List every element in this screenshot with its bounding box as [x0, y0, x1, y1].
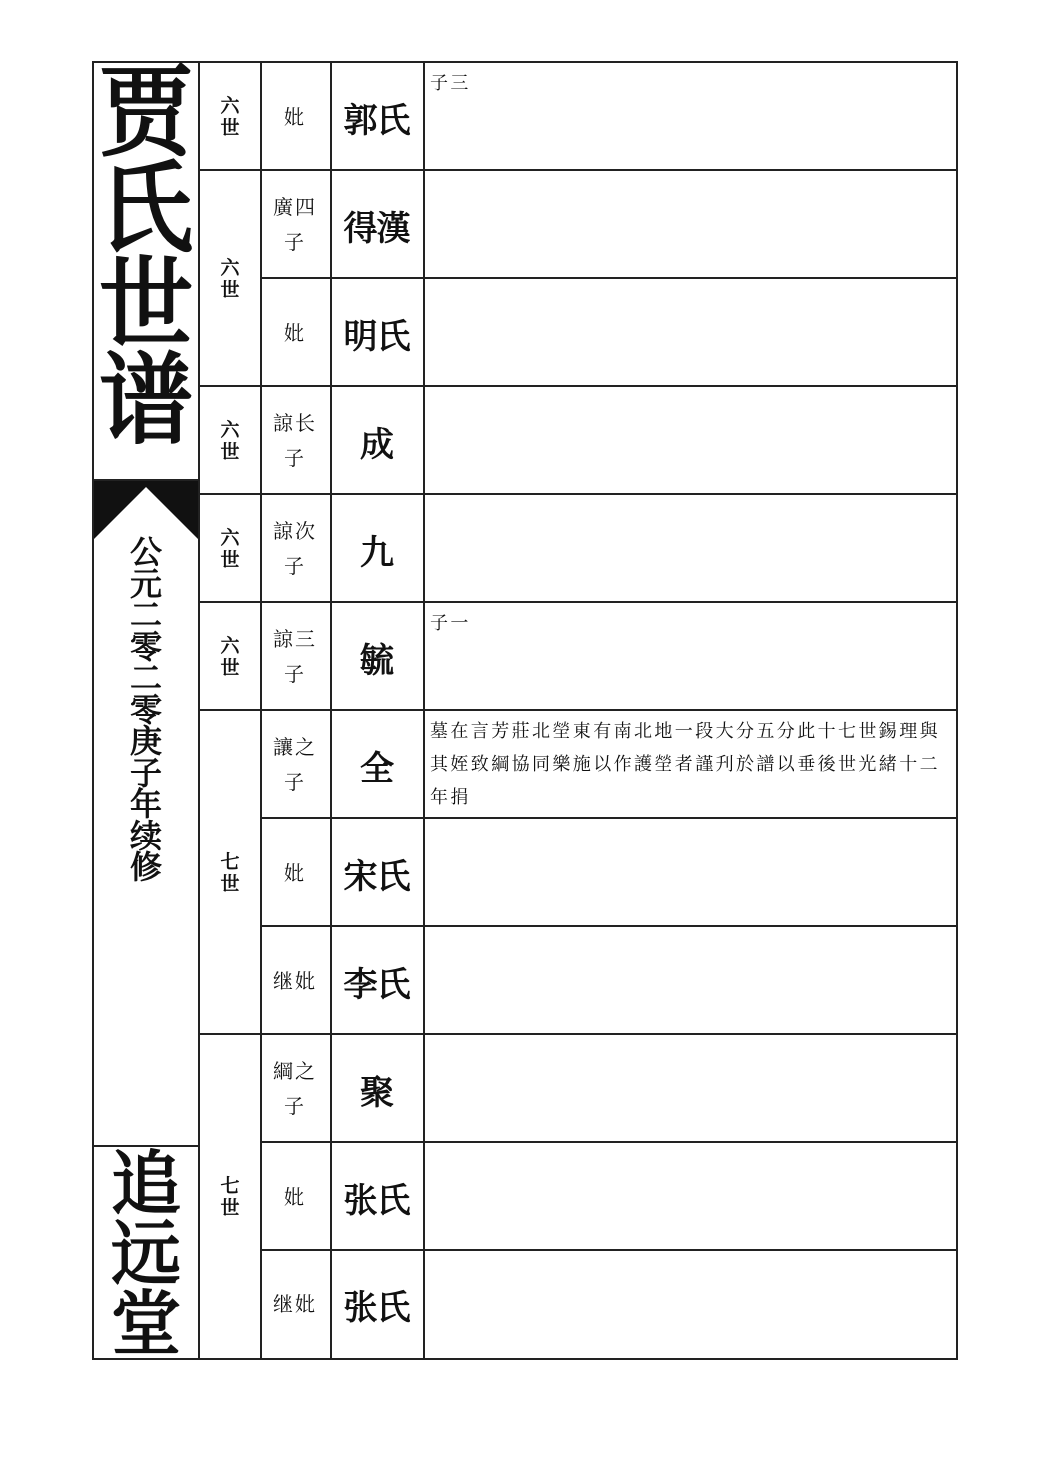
person-name-cell: 全: [360, 748, 393, 789]
relation-cell: 諒长子: [273, 411, 317, 470]
relation-cell: 妣: [284, 860, 306, 885]
person-name-cell: 张氏: [343, 1180, 410, 1221]
note-cell: [425, 279, 953, 387]
hall-name: [94, 1142, 198, 1365]
relation-cell: 妣: [284, 320, 306, 345]
relation-cell: 諒三子: [273, 627, 317, 686]
note-cell: 子一: [430, 613, 471, 634]
edition-char: 元: [129, 564, 162, 603]
book-title-char: 谱: [98, 343, 193, 459]
generation-cell: 七世: [220, 1174, 240, 1219]
note-cell: 子三: [430, 73, 471, 94]
book-title-char: 世: [98, 247, 193, 363]
note-cell: [425, 495, 953, 603]
note-cell: [425, 927, 953, 1035]
edition-char: 年: [129, 785, 162, 823]
hall-name-char: 追: [111, 1142, 181, 1225]
person-name-cell: 成: [360, 424, 393, 465]
relation-cell: 讓之子: [273, 735, 317, 794]
book-title-char: 贾: [98, 55, 193, 171]
genealogy-page: [92, 55, 958, 1365]
title-banner: [94, 55, 200, 1365]
edition-char: 续: [129, 816, 162, 855]
edition-char: 二: [129, 596, 162, 634]
person-name-cell: 明氏: [343, 316, 410, 357]
relation-cell: 妣: [284, 1184, 306, 1209]
relation-cell: 继妣: [273, 968, 317, 993]
book-title-char: 氏: [98, 151, 193, 267]
note-cell: 墓在言芳莊北塋東有南北地一段大分五分此十七世錫理與其姪致綱協同樂施以作護塋者謹刋於譜以垂後世光緒十二年捐: [430, 721, 940, 808]
relation-cell: 諒次子: [273, 519, 317, 578]
person-name-cell: 九: [360, 532, 393, 573]
person-name-cell: 张氏: [343, 1288, 410, 1328]
note-cell: [425, 171, 953, 279]
generation-cell: 六世: [220, 257, 240, 301]
note-cell: [425, 819, 953, 927]
generation-cell: 六世: [220, 95, 240, 139]
edition-char: 二: [129, 659, 162, 697]
person-name-cell: 得漢: [343, 208, 410, 249]
generation-cell: 六世: [220, 635, 240, 679]
genealogy-table: [200, 63, 956, 1358]
edition-char: 子: [129, 753, 162, 792]
person-name-cell: 李氏: [343, 964, 410, 1005]
note-cell: [425, 1251, 953, 1358]
person-name-cell: 聚: [360, 1072, 393, 1113]
edition-char: 零: [129, 690, 162, 729]
relation-cell: 綱之子: [273, 1059, 317, 1118]
generation-cell: 六世: [220, 419, 240, 463]
edition-char: 修: [129, 848, 162, 886]
note-cell: [425, 1143, 953, 1251]
person-name-cell: 郭氏: [343, 100, 410, 141]
note-cell: [425, 387, 953, 495]
generation-cell: 六世: [220, 527, 240, 571]
relation-cell: 继妣: [273, 1292, 317, 1316]
relation-cell: 妣: [284, 104, 306, 129]
person-name-cell: 毓: [360, 640, 393, 681]
relation-cell: 廣四子: [273, 195, 317, 254]
edition-char: 公: [129, 533, 162, 571]
person-name-cell: 宋氏: [343, 856, 410, 897]
generation-cell: 七世: [220, 851, 240, 895]
edition-char: 庚: [129, 722, 162, 760]
chevron-ornament-icon: [94, 481, 198, 539]
hall-name-char: 堂: [111, 1282, 181, 1365]
edition-note: [94, 533, 198, 886]
note-cell: [425, 1035, 953, 1143]
book-title: [94, 55, 198, 459]
hall-name-char: 远: [111, 1212, 181, 1295]
edition-char: 零: [129, 627, 162, 666]
